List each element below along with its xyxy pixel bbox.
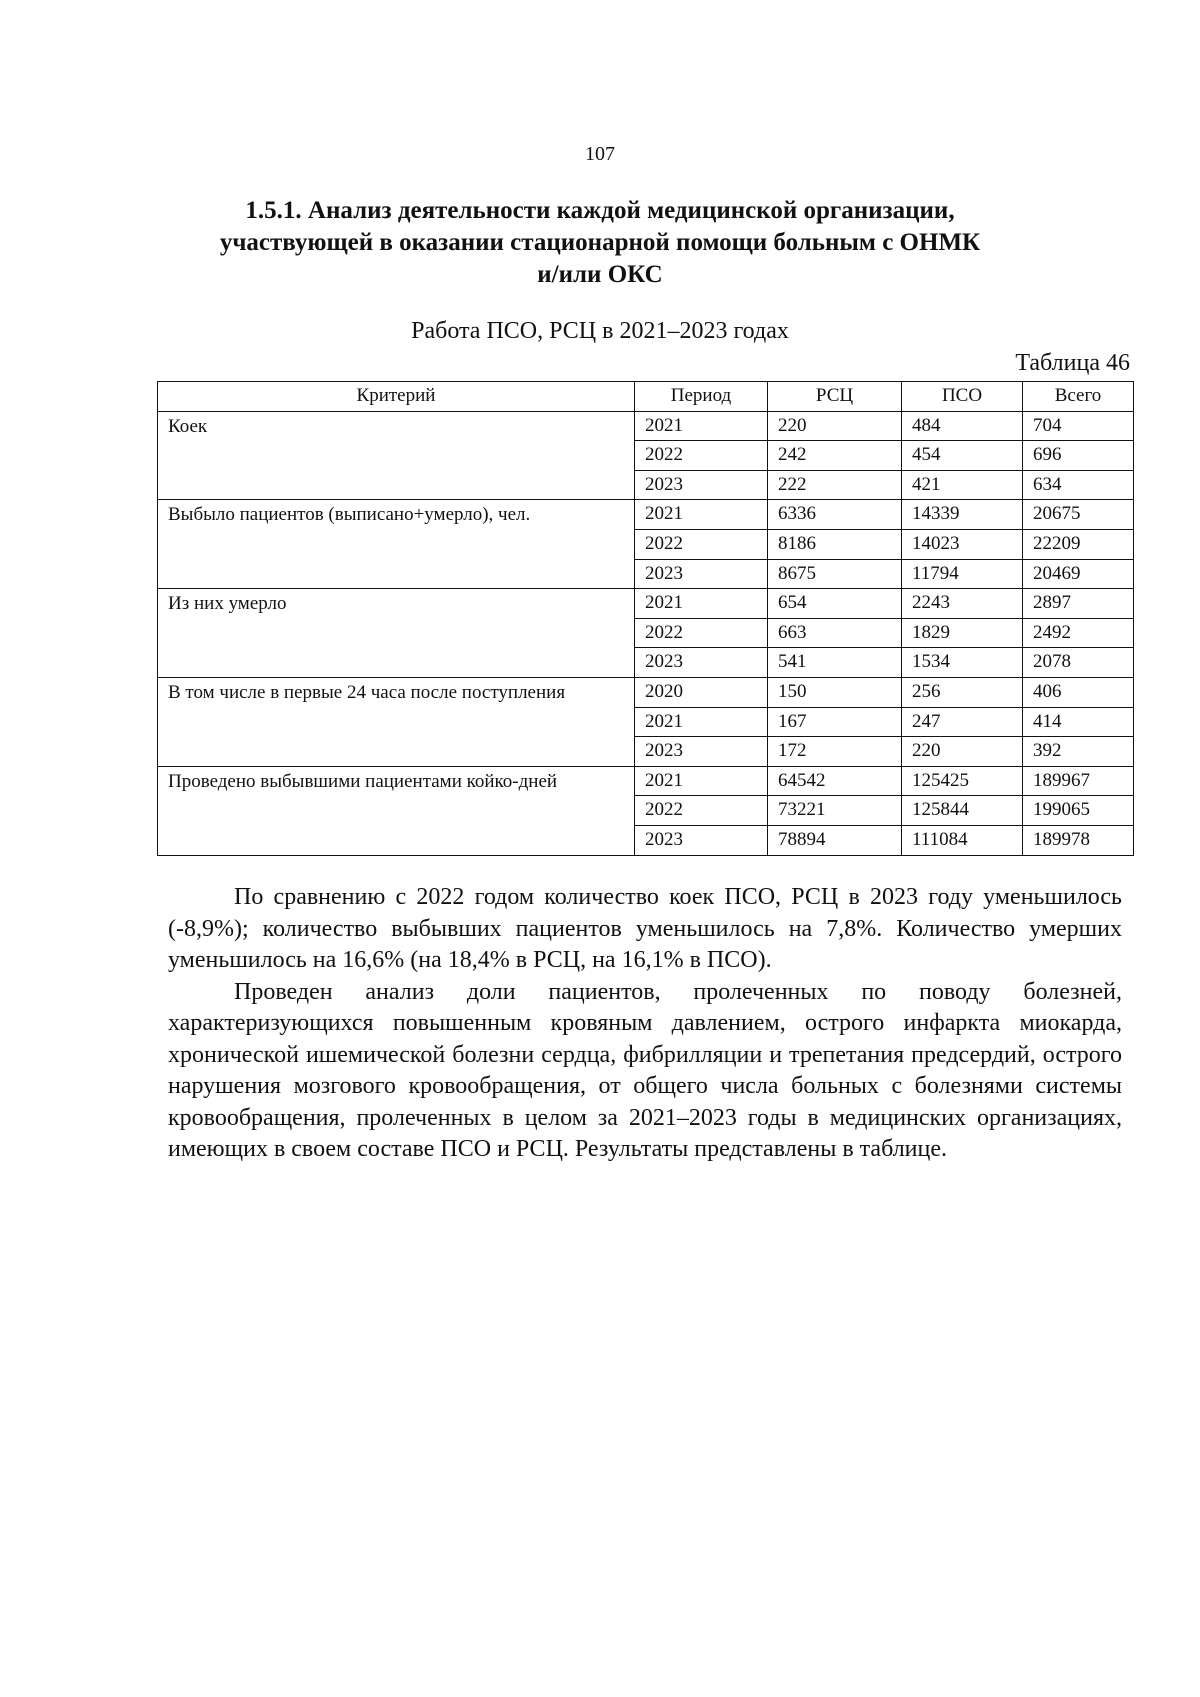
criterion-cell: В том числе в первые 24 часа после поступления (158, 677, 635, 766)
pso-cell: 247 (902, 707, 1023, 737)
table-row (158, 677, 1134, 707)
total-cell: 20675 (1023, 500, 1134, 530)
pso-cell: 125425 (902, 766, 1023, 796)
pso-cell: 1829 (902, 618, 1023, 648)
period-cell: 2021 (635, 500, 768, 530)
period-cell: 2021 (635, 411, 768, 441)
criterion-cell: Проведено выбывшими пациентами койко-дней (158, 766, 635, 855)
total-cell: 414 (1023, 707, 1134, 737)
rsc-cell: 150 (768, 677, 902, 707)
period-cell: 2023 (635, 825, 768, 855)
table-header-row (158, 382, 1134, 412)
criterion-cell: Коек (158, 411, 635, 500)
column-header-pso: ПСО (902, 382, 1023, 412)
period-cell: 2023 (635, 648, 768, 678)
rsc-cell: 167 (768, 707, 902, 737)
rsc-cell: 8186 (768, 529, 902, 559)
total-cell: 406 (1023, 677, 1134, 707)
pso-cell: 256 (902, 677, 1023, 707)
period-cell: 2020 (635, 677, 768, 707)
total-cell: 2492 (1023, 618, 1134, 648)
table-row (158, 500, 1134, 530)
table-caption: Работа ПСО, РСЦ в 2021–2023 годах (411, 318, 789, 344)
pso-cell: 14339 (902, 500, 1023, 530)
table-row (158, 589, 1134, 619)
period-cell: 2021 (635, 766, 768, 796)
pso-cell: 2243 (902, 589, 1023, 619)
rsc-cell: 78894 (768, 825, 902, 855)
period-cell: 2023 (635, 559, 768, 589)
paragraph: Проведен анализ доли пациентов, пролеченных по поводу болезней, характеризующихся повышенным кровяным давлением, острого инфаркта миокарда, хронической ишемической болезни сердца, фибрилляции и трепетания предсердий, острого нарушения мозгового кровообращения, от общего числа больных с болезнями системы кровообращения, пролеченных в целом за 2021–2023 годы в медицинских организациях, имеющих в своем составе ПСО и РСЦ. Результаты представлены в таблице. (168, 978, 1122, 1162)
pso-cell: 111084 (902, 825, 1023, 855)
section-heading-line: участвующей в оказании стационарной помощи больным с ОНМК (219, 229, 981, 256)
period-cell: 2022 (635, 441, 768, 471)
rsc-cell: 6336 (768, 500, 902, 530)
column-header-period: Период (635, 382, 768, 412)
statistics-table (157, 381, 1134, 856)
rsc-cell: 663 (768, 618, 902, 648)
pso-cell: 421 (902, 470, 1023, 500)
rsc-cell: 73221 (768, 796, 902, 826)
table-number: Таблица 46 (1015, 350, 1130, 376)
pso-cell: 484 (902, 411, 1023, 441)
total-cell: 189978 (1023, 825, 1134, 855)
section-heading-line: 1.5.1. Анализ деятельности каждой медицинской организации, (245, 197, 955, 224)
total-cell: 634 (1023, 470, 1134, 500)
rsc-cell: 64542 (768, 766, 902, 796)
column-header-total: Всего (1023, 382, 1134, 412)
total-cell: 392 (1023, 737, 1134, 767)
rsc-cell: 220 (768, 411, 902, 441)
pso-cell: 454 (902, 441, 1023, 471)
table-row (158, 411, 1134, 441)
body-text (168, 882, 1122, 1166)
rsc-cell: 222 (768, 470, 902, 500)
period-cell: 2021 (635, 707, 768, 737)
total-cell: 199065 (1023, 796, 1134, 826)
total-cell: 20469 (1023, 559, 1134, 589)
pso-cell: 1534 (902, 648, 1023, 678)
rsc-cell: 172 (768, 737, 902, 767)
section-heading (150, 195, 1050, 291)
rsc-cell: 654 (768, 589, 902, 619)
column-header-rsc: РСЦ (768, 382, 902, 412)
total-cell: 2078 (1023, 648, 1134, 678)
total-cell: 704 (1023, 411, 1134, 441)
page-number: 107 (585, 143, 615, 165)
period-cell: 2022 (635, 618, 768, 648)
rsc-cell: 8675 (768, 559, 902, 589)
paragraph: По сравнению с 2022 годом количество коек ПСО, РСЦ в 2023 году уменьшилось (-8,9%); количество выбывших пациентов уменьшилось на 7,8%. Количество умерших уменьшилось на 16,6% (на 18,4% в РСЦ, на 16,1% в ПСО). (168, 884, 1122, 973)
section-heading-line: и/или ОКС (537, 261, 663, 288)
period-cell: 2023 (635, 737, 768, 767)
total-cell: 696 (1023, 441, 1134, 471)
total-cell: 2897 (1023, 589, 1134, 619)
pso-cell: 125844 (902, 796, 1023, 826)
pso-cell: 220 (902, 737, 1023, 767)
column-header-criterion: Критерий (158, 382, 635, 412)
rsc-cell: 242 (768, 441, 902, 471)
total-cell: 22209 (1023, 529, 1134, 559)
table-row (158, 766, 1134, 796)
period-cell: 2021 (635, 589, 768, 619)
criterion-cell: Из них умерло (158, 589, 635, 678)
rsc-cell: 541 (768, 648, 902, 678)
pso-cell: 14023 (902, 529, 1023, 559)
total-cell: 189967 (1023, 766, 1134, 796)
criterion-cell: Выбыло пациентов (выписано+умерло), чел. (158, 500, 635, 589)
period-cell: 2023 (635, 470, 768, 500)
period-cell: 2022 (635, 796, 768, 826)
period-cell: 2022 (635, 529, 768, 559)
pso-cell: 11794 (902, 559, 1023, 589)
